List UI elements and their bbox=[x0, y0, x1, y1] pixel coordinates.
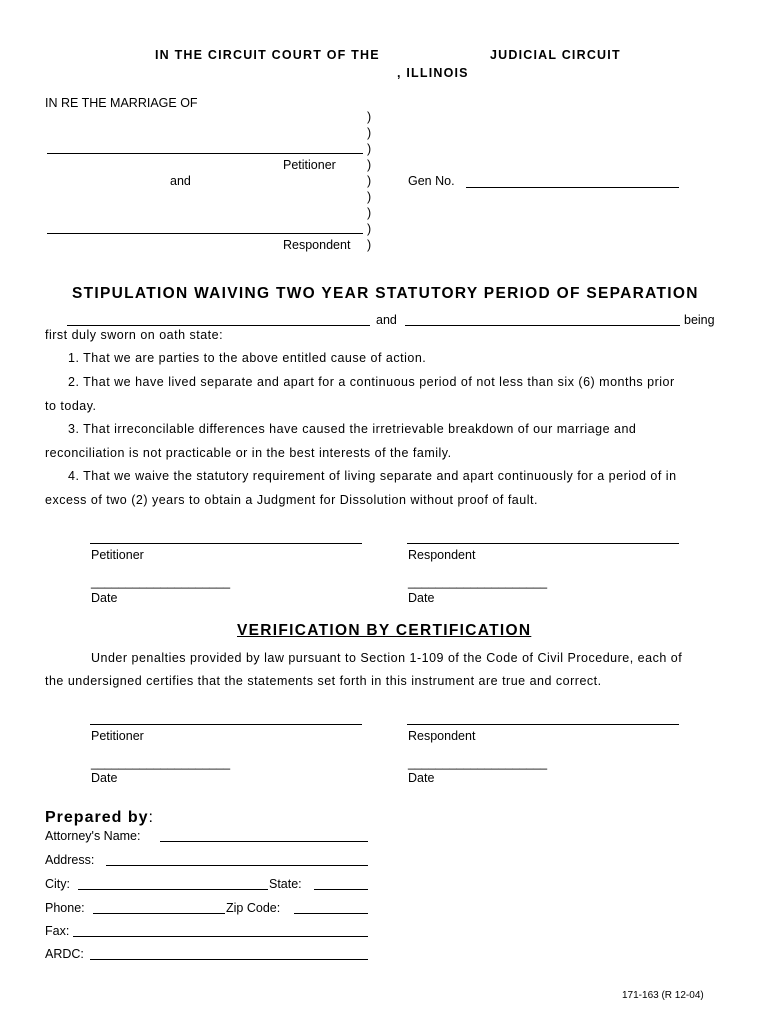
party2-name-field[interactable] bbox=[405, 325, 680, 326]
caption-paren: ) bbox=[367, 222, 372, 236]
fax-field[interactable] bbox=[73, 936, 368, 937]
city-field[interactable] bbox=[78, 889, 268, 890]
and-label: and bbox=[170, 174, 191, 188]
gen-no-label: Gen No. bbox=[408, 174, 455, 188]
petitioner-signature-label: Petitioner bbox=[91, 729, 144, 743]
petitioner-signature-line[interactable] bbox=[90, 724, 362, 725]
caption-paren: ) bbox=[367, 190, 372, 204]
respondent-date-label: Date bbox=[408, 591, 435, 605]
respondent-name-field[interactable] bbox=[47, 233, 363, 234]
state-field[interactable] bbox=[314, 889, 368, 890]
intro-line2: first duly sworn on oath state: bbox=[45, 328, 224, 342]
document-title: STIPULATION WAIVING TWO YEAR STATUTORY PERIOD OF SEPARATION bbox=[72, 285, 699, 302]
state-label: State: bbox=[269, 877, 302, 891]
respondent-date-line[interactable]: ____________________ bbox=[408, 756, 548, 770]
phone-label: Phone: bbox=[45, 901, 85, 915]
paragraph-4: 4. That we waive the statutory requirement of living separate and apart continuously for a period of in bbox=[68, 469, 677, 483]
respondent-signature-label: Respondent bbox=[408, 729, 476, 743]
intro-and: and bbox=[376, 313, 397, 327]
caption-paren: ) bbox=[367, 206, 372, 220]
verification-title: VERIFICATION BY CERTIFICATION bbox=[237, 622, 532, 639]
petitioner-signature-label: Petitioner bbox=[91, 548, 144, 562]
paragraph-1: 1. That we are parties to the above entitled cause of action. bbox=[68, 351, 427, 365]
phone-field[interactable] bbox=[93, 913, 225, 914]
respondent-signature-label: Respondent bbox=[408, 548, 476, 562]
caption-paren: ) bbox=[367, 142, 372, 156]
party1-name-field[interactable] bbox=[67, 325, 370, 326]
prepared-by-label: Prepared by bbox=[45, 809, 149, 826]
caption-paren: ) bbox=[367, 126, 372, 140]
intro-being: being bbox=[684, 313, 715, 327]
caption-paren: ) bbox=[367, 174, 372, 188]
petitioner-date-label: Date bbox=[91, 591, 118, 605]
petitioner-date-label: Date bbox=[91, 771, 118, 785]
city-label: City: bbox=[45, 877, 70, 891]
caption-paren: ) bbox=[367, 110, 372, 124]
zip-code-label: Zip Code: bbox=[226, 901, 281, 915]
respondent-date-label: Date bbox=[408, 771, 435, 785]
fax-label: Fax: bbox=[45, 924, 70, 938]
petitioner-label: Petitioner bbox=[283, 158, 336, 172]
attorney-name-field[interactable] bbox=[160, 841, 368, 842]
caption-paren: ) bbox=[367, 158, 372, 172]
attorney-name-label: Attorney's Name: bbox=[45, 829, 141, 843]
paragraph-2-cont: to today. bbox=[45, 399, 97, 413]
prepared-by-colon: : bbox=[148, 809, 154, 826]
address-field[interactable] bbox=[106, 865, 368, 866]
ardc-label: ARDC: bbox=[45, 947, 84, 961]
paragraph-3-cont: reconciliation is not practicable or in the best interests of the family. bbox=[45, 446, 452, 460]
verification-line-1: Under penalties provided by law pursuant to Section 1-109 of the Code of Civil Procedure, each of bbox=[91, 651, 683, 665]
caption-paren: ) bbox=[367, 238, 372, 252]
zip-code-field[interactable] bbox=[294, 913, 368, 914]
petitioner-signature-line[interactable] bbox=[90, 543, 362, 544]
respondent-signature-line[interactable] bbox=[407, 543, 679, 544]
paragraph-4-cont: excess of two (2) years to obtain a Judgment for Dissolution without proof of fault. bbox=[45, 493, 538, 507]
petitioner-date-line[interactable]: ____________________ bbox=[91, 575, 231, 589]
verification-line-2: the undersigned certifies that the statements set forth in this instrument are true and correct. bbox=[45, 674, 602, 688]
court-heading-state: , ILLINOIS bbox=[397, 66, 469, 80]
address-label: Address: bbox=[45, 853, 95, 867]
in-re-label: IN RE THE MARRIAGE OF bbox=[45, 96, 198, 110]
court-heading-left: IN THE CIRCUIT COURT OF THE bbox=[155, 48, 380, 62]
paragraph-2: 2. That we have lived separate and apart for a continuous period of not less than six (6) months prior bbox=[68, 375, 675, 389]
gen-no-field[interactable] bbox=[466, 187, 679, 188]
ardc-field[interactable] bbox=[90, 959, 368, 960]
prepared-by-heading bbox=[45, 809, 154, 827]
form-number: 171-163 (R 12-04) bbox=[622, 990, 704, 1001]
respondent-date-line[interactable]: ____________________ bbox=[408, 575, 548, 589]
paragraph-3: 3. That irreconcilable differences have caused the irretrievable breakdown of our marriage and bbox=[68, 422, 637, 436]
court-heading-right: JUDICIAL CIRCUIT bbox=[490, 48, 621, 62]
respondent-label: Respondent bbox=[283, 238, 351, 252]
petitioner-date-line[interactable]: ____________________ bbox=[91, 756, 231, 770]
respondent-signature-line[interactable] bbox=[407, 724, 679, 725]
petitioner-name-field[interactable] bbox=[47, 153, 363, 154]
